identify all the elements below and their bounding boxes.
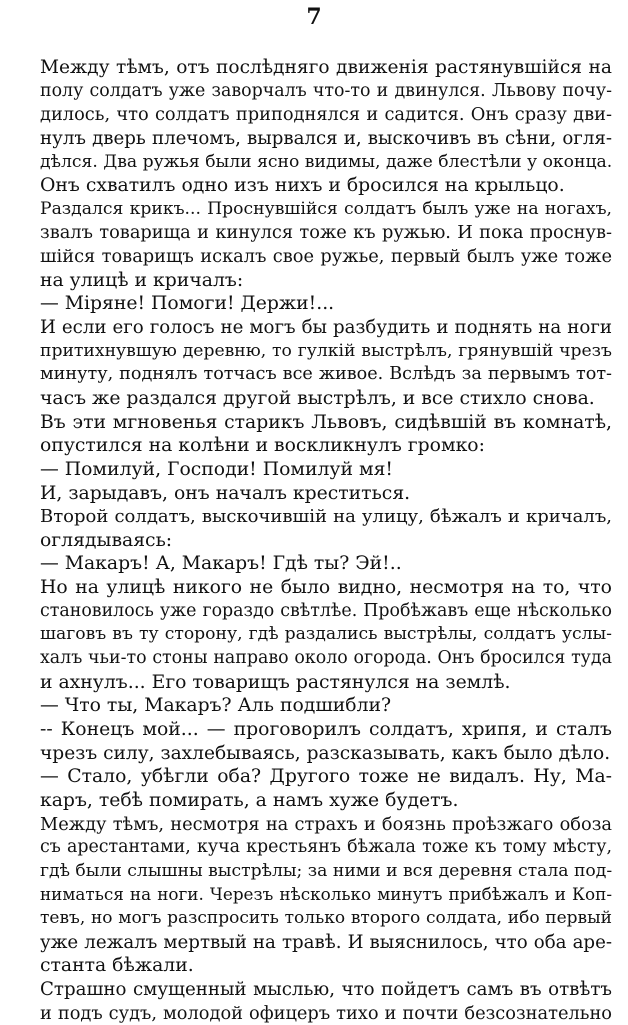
text-line: часъ же раздался другой выстрѣлъ, и все стихло снова. bbox=[40, 387, 595, 409]
text-line: гдѣ были слышны выстрѣлы; за ними и вся деревня стала под- bbox=[40, 860, 612, 881]
text-line: И, зарыдавъ, онъ началъ креститься. bbox=[40, 482, 411, 504]
text-line: полу солдатъ уже заворчалъ что-то и двинулся. Львову почу- bbox=[40, 80, 612, 101]
text-line: Раздался крикъ... Проснувшійся солдатъ былъ уже на ногахъ, bbox=[40, 198, 612, 219]
text-line: оглядываясь: bbox=[40, 529, 173, 551]
text-line: -- Конецъ мой... — проговорилъ солдатъ, хрипя, и сталъ bbox=[40, 718, 612, 740]
text-line: притихнувшую деревню, то гулкій выстрѣлъ, грянувшій чрезъ bbox=[40, 340, 612, 361]
text-line: Но на улицѣ никого не было видно, несмотря на то, что bbox=[40, 577, 612, 599]
text-line: станта бѣжали. bbox=[40, 955, 194, 977]
text-line: — Помилуй, Господи! Помилуй мя! bbox=[40, 458, 393, 480]
text-line: чрезъ силу, захлебываясь, разсказывать, какъ было дѣло. bbox=[40, 742, 611, 764]
text-line: звалъ товарища и кинулся тоже къ ружью. И пока проснув- bbox=[40, 222, 612, 244]
text-line: тевъ, но могъ разспросить только второго солдата, ибо первый bbox=[40, 908, 612, 929]
text-line: халъ чьи-то стоны направо около огорода. Онъ бросился туда bbox=[40, 648, 612, 669]
text-line: Онъ схватилъ одно изъ нихъ и бросился на крыльцо. bbox=[40, 175, 565, 197]
text-line: ниматься на ноги. Черезъ нѣсколько минутъ прибѣжалъ и Коп- bbox=[40, 884, 612, 905]
text-line: каръ, тебѣ помирать, а намъ хуже будетъ. bbox=[40, 789, 459, 811]
text-line: — Міряне! Помоги! Держи!... bbox=[40, 293, 335, 315]
text-line: шійся товарищъ искалъ свое ружье, первый былъ уже тоже bbox=[40, 246, 612, 268]
text-line: на улицѣ и кричалъ: bbox=[40, 269, 244, 291]
text-line: и подъ судъ, молодой офицеръ тихо и почти безсознательно bbox=[40, 1002, 612, 1024]
text-line: минуту, поднялъ тотчасъ все живое. Вслѣдъ за первымъ тот- bbox=[40, 364, 612, 385]
text-line: уже лежалъ мертвый на травѣ. И выяснилось, что оба аре- bbox=[40, 931, 612, 953]
text-line: Между тѣмъ, отъ послѣдняго движенія растянувшійся на bbox=[40, 57, 612, 78]
text-line: И если его голосъ не могъ бы разбудить и поднять на ноги bbox=[40, 317, 612, 339]
text-line: Страшно смущенный мыслью, что пойдетъ самъ въ отвѣтъ bbox=[40, 978, 612, 1000]
text-line: дѣлся. Два ружья были ясно видимы, даже блестѣли у оконца. bbox=[40, 151, 612, 172]
body-text bbox=[40, 56, 612, 1025]
text-line: дилось, что солдатъ приподнялся и садится. Онъ сразу дви- bbox=[40, 104, 612, 126]
text-line: съ арестантами, куча крестьянъ бѣжала тоже къ тому мѣсту, bbox=[40, 837, 612, 858]
text-line: становилось уже гораздо свѣтлѣе. Пробѣжавъ еще нѣсколько bbox=[40, 600, 612, 621]
text-line: и ахнулъ... Его товарищъ растянулся на землѣ. bbox=[40, 671, 511, 693]
text-line: Второй солдатъ, выскочившій на улицу, бѣжалъ и кричалъ, bbox=[40, 506, 612, 528]
text-line: нулъ дверь плечомъ, вырвался и, выскочивъ въ сѣни, огля- bbox=[40, 127, 612, 149]
text-line: — Макаръ! А, Макаръ! Гдѣ ты? Эй!.. bbox=[40, 553, 402, 575]
text-line: опустился на колѣни и воскликнулъ громко: bbox=[40, 435, 485, 457]
text-line: Между тѣмъ, несмотря на страхъ и боязнь проѣзжаго обоза bbox=[40, 813, 612, 835]
text-line: — Что ты, Макаръ? Аль подшибли? bbox=[40, 695, 392, 717]
page-number: 7 bbox=[306, 4, 322, 30]
text-line: — Стало, убѣгли оба? Другого тоже не видалъ. Ну, Ма- bbox=[40, 766, 612, 788]
text-line: Въ эти мгновенья старикъ Львовъ, сидѣвшій въ комнатѣ, bbox=[40, 411, 612, 433]
text-line: шаговъ въ ту сторону, гдѣ раздались выстрѣлы, солдатъ услы- bbox=[40, 624, 612, 645]
